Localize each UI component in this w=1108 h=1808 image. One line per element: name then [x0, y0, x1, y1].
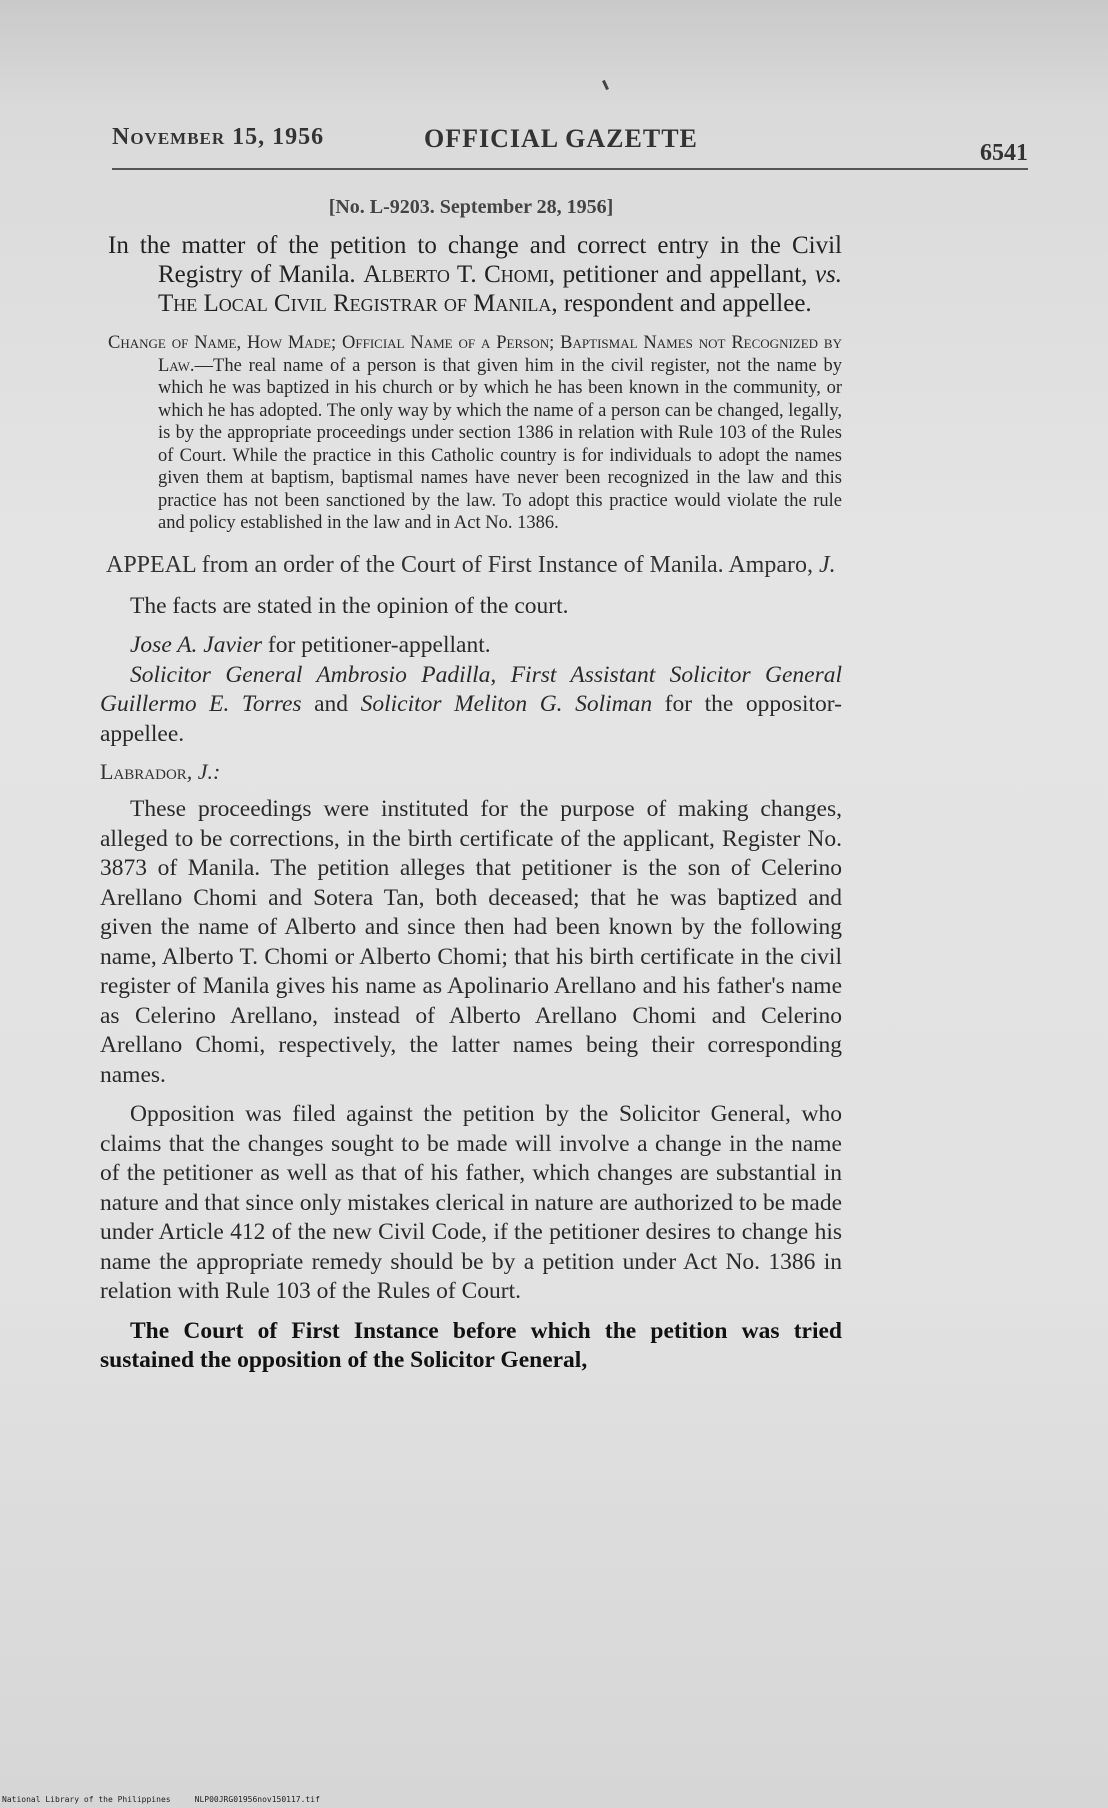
caption-part: In the matter of the petition to change and correct entry in the Civil Registry of Manila.	[108, 232, 842, 288]
appeal-text: APPEAL from an order of the Court of First Instance of Manila. Amparo,	[106, 551, 819, 578]
ponente	[100, 759, 842, 785]
header-page-number: 6541	[980, 140, 1028, 166]
opinion-paragraph-1: These proceedings were instituted for the purpose of making changes, alleged to be corrections, in the birth certificate of the applicant, Register No. 3873 of Manila. The petition alleges that petitioner is the son of Celerino Arellano Chomi and Sotera Tan, both deceased; that he was baptized and given the name of Alberto and since then had been known by the following name, Alberto T. Chomi or Alberto Chomi; that his birth certificate in the civil register of Manila gives his name as Apolinario Arellano and his father's name as Celerino Arellano, instead of Alberto Arellano Chomi and Celerino Arellano Chomi, respectively, the latter names being their corresponding names.	[100, 796, 842, 1088]
document-body	[100, 196, 842, 1376]
caption-part: , respondent and appellee.	[551, 290, 812, 317]
appeal-line	[100, 551, 842, 580]
counsel-name: Jose A. Javier	[130, 632, 263, 658]
case-caption	[100, 231, 842, 318]
petitioner-name: Alberto T. Chomi	[363, 261, 549, 288]
case-number: [No. L-9203. September 28, 1956]	[328, 196, 614, 218]
page-header	[112, 124, 1028, 164]
ponente-name: Labrador	[100, 759, 187, 784]
counsel-oppositor	[100, 661, 842, 750]
counsel-name: Solicitor Meliton G. Soliman	[360, 691, 653, 717]
opinion-paragraph-2: Opposition was filed against the petition by the Solicitor General, who claims that the changes sought to be made will involve a change in the name of the petitioner as well as that of his father, which changes are substantial in nature and that since only mistakes clerical in nature are authorized to be made under Article 412 of the new Civil Code, if the petitioner desires to change his name the appropriate remedy should be by a petition under Act No. 1386 in relation with Rule 103 of the Rules of Court.	[100, 1101, 842, 1304]
opinion-paragraph-3: The Court of First Instance before which the petition was tried sustained the opposition of the Solicitor General,	[100, 1317, 842, 1373]
scan-footer: National Library of the Philippines NLP00JRG01956nov150117.tif	[2, 1795, 320, 1804]
counsel-role: for petitioner-appellant.	[262, 632, 491, 658]
syllabus-heading: Change of Name, How Made; Official Name of a Person; Baptismal Names not Recognized by Law.	[108, 333, 842, 376]
header-title: OFFICIAL GAZETTE	[424, 124, 698, 153]
facts-statement: The facts are stated in the opinion of the court.	[130, 592, 569, 619]
counsel-name: Solicitor General Ambrosio Padilla, First Assistant Solicitor General Guillermo E. Torres	[100, 661, 842, 717]
header-date: November 15, 1956	[112, 124, 325, 150]
syllabus	[100, 332, 842, 535]
counsel-conjunction: and	[301, 691, 361, 717]
versus: vs.	[814, 261, 843, 288]
ink-mark	[602, 80, 609, 90]
syllabus-text: —The real name of a person is that given him in the civil register, not the name by which he was baptized in his church or by which he has been known in the community, or which he has adopted. The only way by which the name of a person can be changed, legally, is by the appropriate proceedings under section 1386 in relation with Rule 103 of the Rules of Court. While the practice in this Catholic country is for individuals to adopt the names given them at baptism, baptismal names have never been recognized in the law and this practice has not been sanctioned by the law. To adopt this practice would violate the rule and policy established in the law and in Act No. 1386.	[158, 355, 842, 533]
header-rule	[112, 168, 1028, 170]
counsel-petitioner	[100, 631, 842, 661]
caption-part: , petitioner and appellant,	[548, 261, 815, 288]
counsel-role: for the oppositor-appellee.	[100, 691, 842, 747]
respondent-name: The Local Civil Registrar of Manila	[158, 290, 552, 317]
ponente-suffix: , J.:	[186, 759, 221, 784]
appeal-judge: J.	[818, 551, 836, 578]
